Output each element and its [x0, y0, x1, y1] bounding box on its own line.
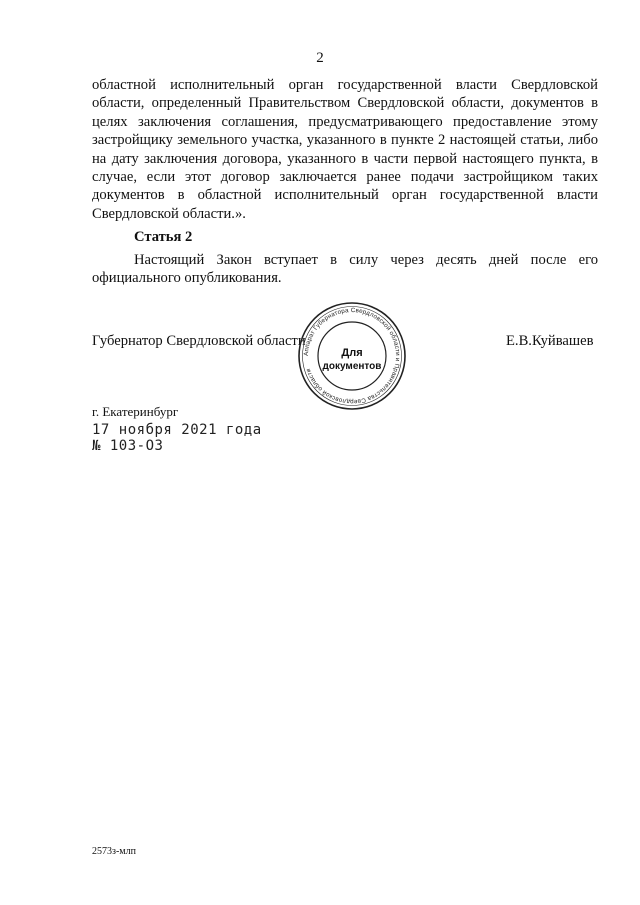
document-code: 2573з-млп: [92, 846, 136, 857]
law-number-stamp: № 103-ОЗ: [92, 438, 164, 454]
page-number: 2: [316, 50, 324, 66]
city-label: г. Екатеринбург: [92, 404, 179, 419]
adoption-date-stamp: 17 ноября 2021 года: [92, 422, 262, 438]
seal-center-line-2: документов: [322, 361, 382, 372]
law-paragraph-effective-date: Настоящий Закон вступает в силу через десять дней после его официального опубликования.: [92, 252, 598, 287]
seal-ring-text: Аппарат Губернатора Свердловской области и Правительства Свердловской области: [302, 306, 402, 406]
signatory-name: Е.В.Куйвашев: [506, 333, 594, 349]
law-paragraph-continuation: областной исполнительный орган государственной власти Свердловской области, определенный Правительством Свердловской области, документов в целях заключения соглашения, предусматривающего предоставление этому застройщику земельного участка, указанного в пункте 2 настоящей статьи, либо на дату заключения договора, указанного в части первой настоящего пункта, в случае, если этот договор заключается ранее подачи застройщиком таких документов в областной исполнительный орган государственной власти Свердловской области.».: [92, 77, 598, 222]
article-heading: Статья 2: [134, 229, 193, 245]
official-seal: [297, 301, 407, 411]
signatory-title: Губернатор Свердловской области: [92, 333, 306, 349]
seal-center-line-1: Для: [341, 347, 363, 359]
